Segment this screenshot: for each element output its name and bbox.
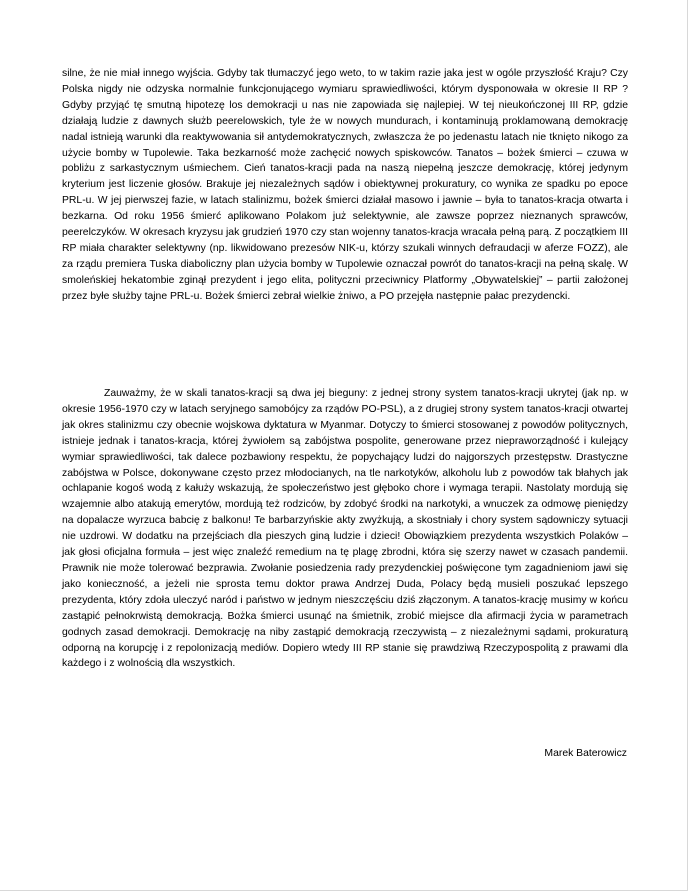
- author-signature: Marek Baterowicz: [544, 748, 627, 759]
- body-paragraph-2: Zauważmy, że w skali tanatos-kracji są dwa jej bieguny: z jednej strony system tanatos-kracji ukrytej (jak np. w okresie 1956-1970 czy w latach seryjnego samobójcy za rządów PO-PSL), a z drugiej strony system tanatos-kracji otwartej jak okres stalinizmu czy obecnie wojskowa dyktatura w Myanmar. Dotyczy to śmierci stosowanej z powodów politycznych, istnieje jednak i tanatos-kracja, której żywiołem są zabójstwa pospolite, generowane przez niepraworządność i kulejący wymiar sprawiedliwości, tak dalece pozbawiony respektu, że popychający ludzi do najgorszych przestępstw. Drastyczne zabójstwa w Polsce, dokonywane często przez młodocianych, na tle narkotyków, alkoholu lub z powodów tak błahych jak ochlapanie kogoś wodą z kałuży wskazują, że społeczeństwo jest głęboko chore i wymaga terapii. Nastolaty mordują się wzajemnie albo atakują emerytów, mordują też rodziców, by zdobyć środki na narkotyki, a wnuczek za odmowę pieniędzy na dopalacze wyrzuca babcię z balkonu! Te barbarzyńskie akty zwyżkują, a skostniały i chory system sądowniczy sytuacji nie uzdrowi. W dodatku na przejściach dla pieszych giną ludzie i dzieci! Obowiązkiem prezydenta wszystkich Polaków – jak głosi oficjalna formuła – jest więc znaleźć remedium na tę plagę zbrodni, która się szerzy nawet w czasach pandemii. Prawnik nie może tolerować bezprawia. Zwołanie posiedzenia rady prezydenckiej poświęcone tym zagadnieniom jawi się jako konieczność, a jeżeli nie sprosta temu doktor prawa Andrzej Duda, Polacy będą musieli poszukać lepszego prezydenta, który zdoła uleczyć naród i państwo w jednym nieszczęściu dziś złączonym. A tanatos-krację musimy w końcu zastąpić pełnokrwistą demokracją. Bożka śmierci usunąć na śmietnik, zrobić miejsce dla afirmacji życia w parametrach godnych zasad demokracji. Demokrację na niby zastąpić demokracją rzeczywistą – z niezależnymi sądami, prokuraturą odporną na korupcję i z repolonizacją mediów. Dopiero wtedy III RP stanie się prawdziwą Rzeczypospolitą z prawami dla każdego i z wolnością dla wszystkich.: [62, 388, 628, 670]
- body-paragraph-1: silne, że nie miał innego wyjścia. Gdyby tak tłumaczyć jego weto, to w takim razie jaka jest w ogóle przyszłość Kraju? Czy Polska nigdy nie odzyska normalnie funkcjonującego wymiaru sprawiedliwości, którym dysponowała w okresie II RP ? Gdyby przyjąć tę smutną hipotezę los demokracji u nas nie zapowiada się najlepiej. W tej nieukończonej III RP, gdzie działają ludzie z dawnych służb peerelowskich, tyle że w nowych mundurach, i kontaminują proklamowaną demokrację nadal istnieją warunki dla reaktywowania sił antydemokratycznych, zwłaszcza że po jedenastu latach nie tknięto nikogo za użycie bomby w Tupolewie. Taka bezkarność może zachęcić nowych spiskowców. Tanatos – bożek śmierci – czuwa w pobliżu z sarkastycznym uśmiechem. Cień tanatos-kracji pada na naszą niepełną jeszcze demokrację, której jedynym kryterium jest liczenie głosów. Brakuje jej niezależnych sądów i obiektywnej prokuratury, co wynika ze spadku po epoce PRL-u. W jej pierwszej fazie, w latach stalinizmu, bożek śmierci działał masowo i jawnie – była to tanatos-kracja otwarta i bezkarna. Od roku 1956 śmierć aplikowano Polakom już selektywnie, ale zawsze poprzez nieznanych sprawców, peerelczyków. W okresach kryzysu jak grudzień 1970 czy stan wojenny tanatos-kracja wracała pełną parą. Z początkiem III RP miała charakter selektywny (np. likwidowano prezesów NIK-u, którzy szukali winnych defraudacji w aferze FOZZ), ale za rządu premiera Tuska diaboliczny plan użycia bomby w Tupolewie oznaczał powrót do tanatos-kracji na pełną skalę. W smoleńskiej hekatombie zginął prezydent i jego elita, polityczni przeciwnicy Platformy „Obywatelskiej” – partii założonej przez byłe służby tajne PRL-u. Bożek śmierci zebrał wielkie żniwo, a PO przejęła następnie pałac prezydencki.: [62, 68, 628, 302]
